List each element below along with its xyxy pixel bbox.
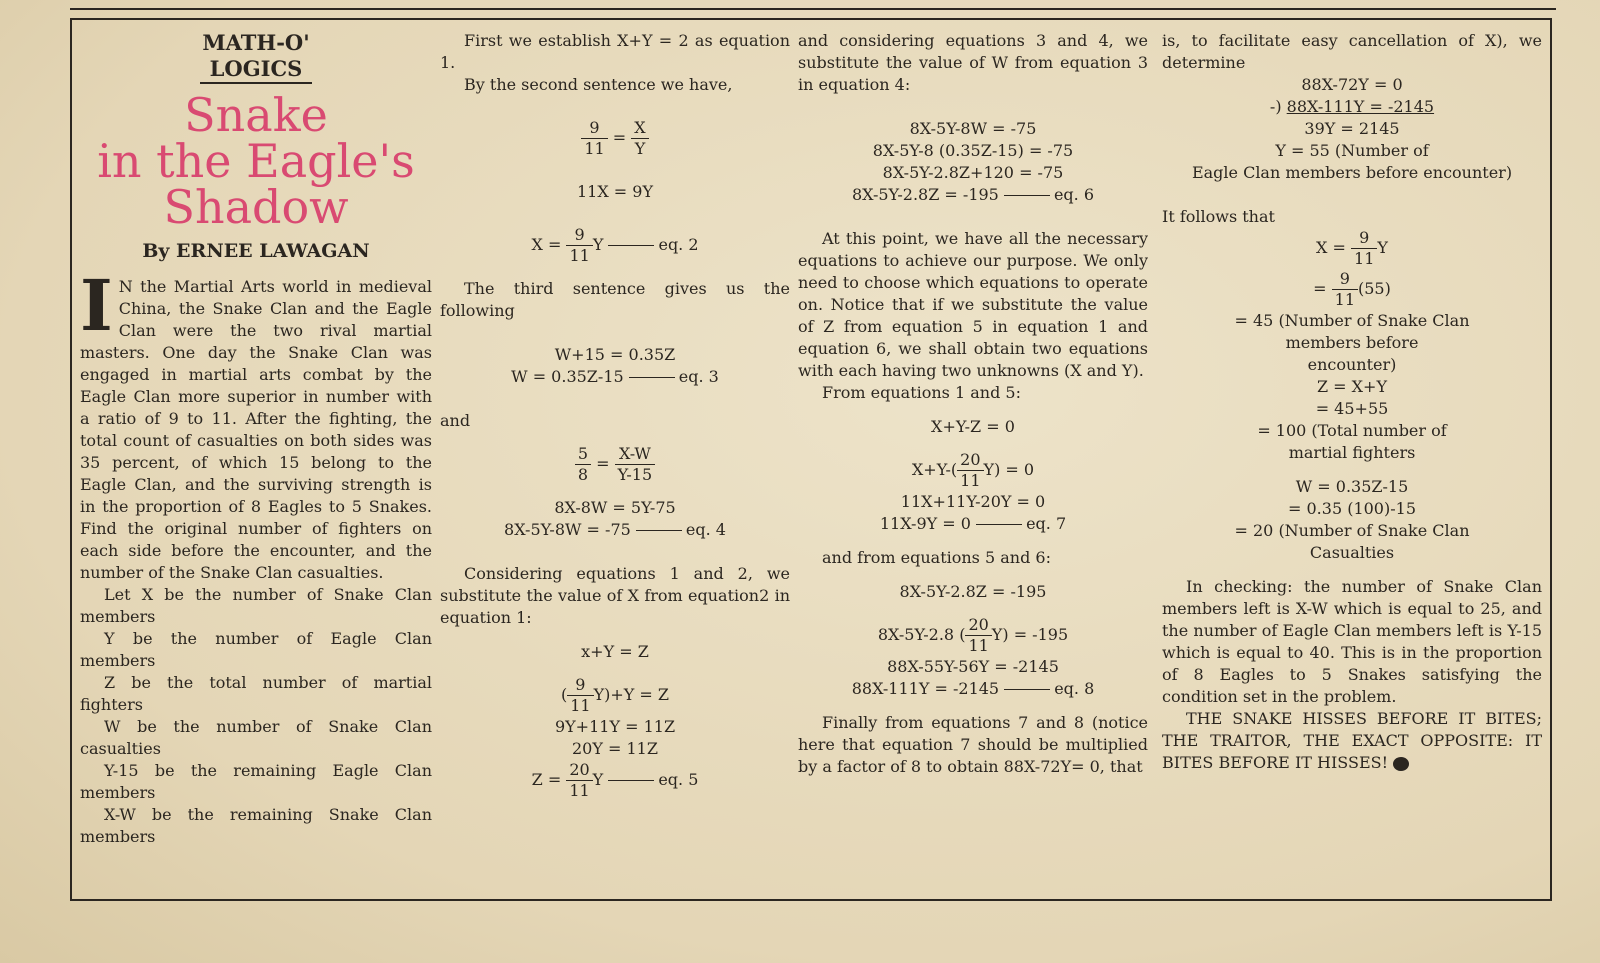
col2-p4: Considering equations 1 and 2, we substitute the value of X from equation2 in equation 1: xyxy=(440,564,790,627)
def-xw: X-W be the remaining Snake Clan members xyxy=(80,805,432,846)
def-y: Y be the number of Eagle Clan members xyxy=(80,629,432,670)
equation: X+Y-Z = 0 xyxy=(931,417,1015,436)
equation-3: W = 0.35Z-15 eq. 3 xyxy=(511,367,719,386)
equation: = 0.35 (100)-15 xyxy=(1288,499,1416,518)
col2-p1: First we establish X+Y = 2 as equation 1. xyxy=(440,31,790,72)
equation-note: members before xyxy=(1285,333,1419,352)
col3-p2: At this point, we have all the necessary equations to achieve our purpose. We only need to choose which equations to operate on. Notice that if we substitute the value of Z from equation 5 in equation 1 and equation 6, we shall obtain two equations with each having two unknowns (X and Y). xyxy=(798,229,1148,380)
section-logo xyxy=(80,30,432,84)
equation-tag: eq. 5 xyxy=(608,769,698,791)
ratio-equation: $\frac{9}{11}$ = $\frac{X}{Y}$ xyxy=(440,118,790,159)
equation: = 100 (Total number of xyxy=(1257,421,1447,440)
equation: 39Y = 2145 xyxy=(1304,119,1400,138)
equation-tag: eq. 3 xyxy=(629,366,719,388)
equation: x+Y = Z xyxy=(581,642,649,661)
byline: By ERNEE LAWAGAN xyxy=(142,240,370,262)
col2-p3: The third sentence gives us the following xyxy=(440,279,790,320)
col4-p1: is, to facilitate easy cancellation of X), we determine xyxy=(1162,31,1542,72)
equation-tag: eq. 4 xyxy=(636,519,726,541)
title-line-3: Shadow xyxy=(163,180,349,234)
equation-tag: eq. 2 xyxy=(608,234,698,256)
equation: X+Y-( $\frac{20}{11}$ Y) = 0 xyxy=(911,450,1035,490)
proportion-equation: $\frac{5}{8}$ = $\frac{X-W}{Y-15}$ xyxy=(440,444,790,485)
equation-note: martial fighters xyxy=(1288,443,1416,462)
def-y15: Y-15 be the remaining Eagle Clan members xyxy=(80,761,432,802)
equation: X = $\frac{9}{11}$ Y xyxy=(1316,228,1388,268)
equation: 88X-55Y-56Y = -2145 xyxy=(887,657,1059,676)
equation: 8X-5Y-2.8Z = -195 xyxy=(899,582,1047,601)
equation-note: Eagle Clan members before encounter) xyxy=(1191,163,1513,182)
equation: 8X-5Y-2.8 ( $\frac{20}{11}$ Y) = -195 xyxy=(877,615,1069,655)
drop-cap: I xyxy=(80,264,113,347)
equation-8: 88X-111Y = -2145 eq. 8 xyxy=(851,679,1095,698)
intro-text: N the Martial Arts world in medieval China, the Snake Clan and the Eagle Clan were the two rival martial masters. One day the Snake Clan was engaged in martial arts combat by the Eagle Clan more superior in number with a ratio of 9 to 11. After the fighting, the total count of casualties on both sides was 35 percent, of which 15 belong to the Eagle Clan, and the surviving strength is in the proportion of 8 Eagles to 5 Snakes. Find the original number of fighters on each side before the encounter, and the number of the Snake Clan casualties. xyxy=(80,277,432,582)
fraction: $\frac{9}{11}$ xyxy=(581,118,607,159)
equation: W = 0.35Z-15 xyxy=(1295,477,1409,496)
equation: ( $\frac{9}{11}$ Y)+Y = Z xyxy=(560,675,670,715)
equation: 11X = 9Y xyxy=(576,182,654,201)
equation: = $\frac{9}{11}$ (55) xyxy=(1313,269,1391,309)
equation-note: Casualties xyxy=(1309,543,1395,562)
def-x: Let X be the number of Snake Clan members xyxy=(80,585,432,626)
col3-p3: From equations 1 and 5: xyxy=(822,383,1021,402)
column-4 xyxy=(1162,30,1542,774)
equation: 9Y+11Y = 11Z xyxy=(554,717,676,736)
column-1 xyxy=(80,28,432,848)
col4-p4: THE SNAKE HISSES BEFORE IT BITES; THE TRAITOR, THE EXACT OPPOSITE: IT BITES BEFORE IT HISSES! xyxy=(1162,709,1542,772)
equation-note: encounter) xyxy=(1307,355,1397,374)
and-word: and xyxy=(440,411,471,430)
equation: 11X+11Y-20Y = 0 xyxy=(900,492,1046,511)
equation-tag: eq. 7 xyxy=(976,513,1066,535)
title-line-2: in the Eagle's xyxy=(97,134,415,188)
def-w: W be the number of Snake Clan casualties xyxy=(80,717,432,758)
equation-7: 11X-9Y = 0 eq. 7 xyxy=(879,514,1067,533)
section-line-2: LOGICS xyxy=(200,56,313,84)
equation: = 20 (Number of Snake Clan xyxy=(1234,521,1470,540)
equation: 88X-72Y = 0 xyxy=(1301,75,1403,94)
equation: W+15 = 0.35Z xyxy=(554,345,676,364)
equation: Z = X+Y xyxy=(1316,377,1388,396)
equation-tag: eq. 6 xyxy=(1004,184,1094,206)
equation: 8X-5Y-2.8Z+120 = -75 xyxy=(882,163,1064,182)
title-line-1: Snake xyxy=(184,88,328,142)
intro-paragraph xyxy=(80,264,432,584)
equation: Y = 55 (Number of xyxy=(1275,141,1429,160)
column-3 xyxy=(798,30,1148,778)
equation-4: 8X-5Y-8W = -75 eq. 4 xyxy=(504,520,726,539)
equation: 8X-5Y-8W = -75 xyxy=(909,119,1037,138)
end-mark-icon xyxy=(1393,757,1409,771)
equation-2: X = $\frac{9}{11}$ Y eq. 2 xyxy=(531,225,699,265)
col3-p1: and considering equations 3 and 4, we substitute the value of W from equation 3 in equation 4: xyxy=(798,31,1148,94)
equation: 20Y = 11Z xyxy=(572,739,658,758)
article-title xyxy=(80,88,432,234)
equation-6: 8X-5Y-2.8Z = -195 eq. 6 xyxy=(851,185,1095,204)
equation: 8X-5Y-8 (0.35Z-15) = -75 xyxy=(872,141,1074,160)
fraction: $\frac{X}{Y}$ xyxy=(631,118,648,159)
col3-p5: Finally from equations 7 and 8 (notice here that equation 7 should be multiplied by a factor of 8 to obtain 88X-72Y= 0, that xyxy=(798,713,1148,776)
equation: = 45 (Number of Snake Clan xyxy=(1234,311,1470,330)
equation: -) 88X-111Y = -2145 xyxy=(1269,97,1435,116)
equation: = 45+55 xyxy=(1315,399,1389,418)
def-z: Z be the total number of martial fighters xyxy=(80,673,432,714)
col2-p2: By the second sentence we have, xyxy=(464,75,733,94)
equation-5: Z = $\frac{20}{11}$ Y eq. 5 xyxy=(531,760,699,800)
equation: 8X-8W = 5Y-75 xyxy=(554,498,676,517)
top-rule xyxy=(70,0,1556,10)
col4-p2: It follows that xyxy=(1162,207,1275,226)
equation-tag: eq. 8 xyxy=(1004,678,1094,700)
section-line-1: MATH-O' xyxy=(202,30,310,55)
column-2 xyxy=(440,30,790,801)
col4-p3: In checking: the number of Snake Clan members left is X-W which is equal to 25, and the number of Eagle Clan members left is Y-15 which is equal to 40. This is in the proportion of 8 Eagles to 5 Snakes satisfying the condition set in the problem. xyxy=(1162,577,1542,706)
col3-p4: and from equations 5 and 6: xyxy=(822,548,1051,567)
